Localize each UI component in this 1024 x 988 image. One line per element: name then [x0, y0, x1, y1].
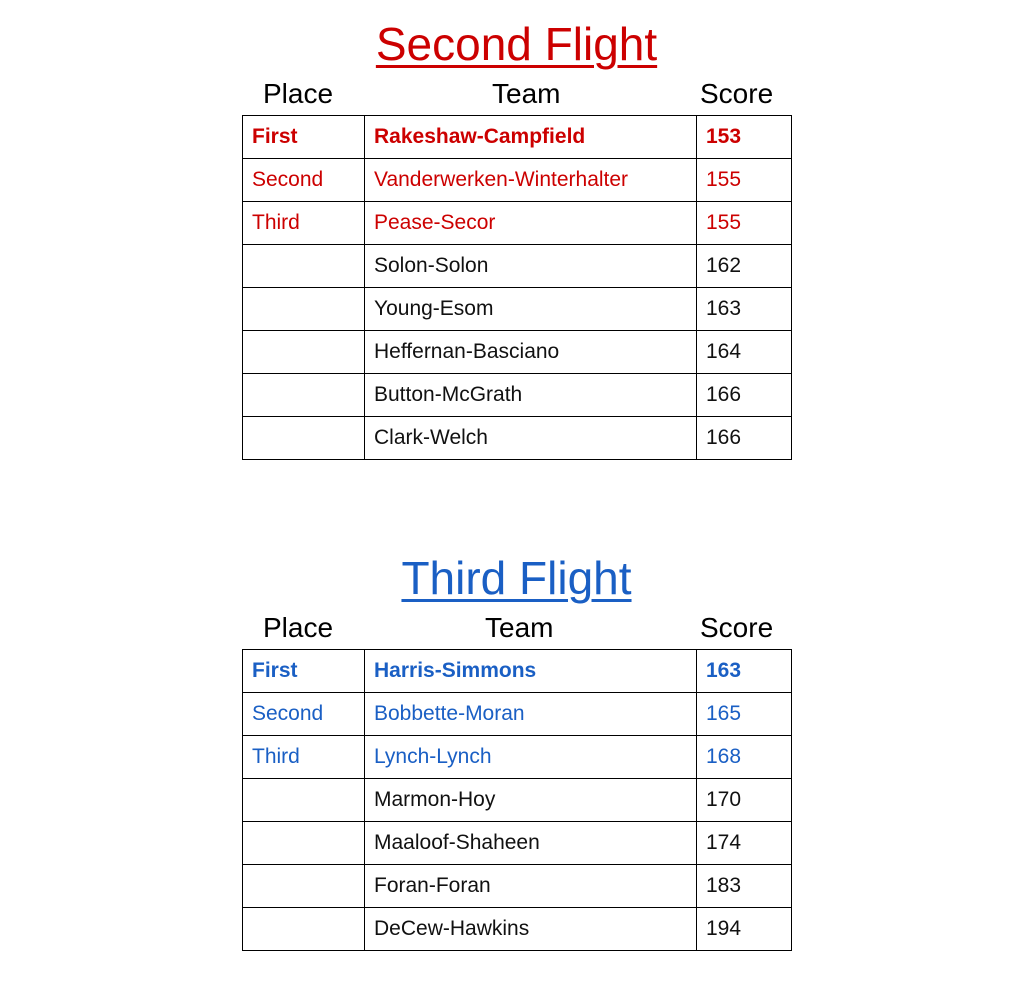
team-cell: DeCew-Hawkins: [365, 908, 697, 951]
place-cell: Second: [243, 159, 365, 202]
table-row: [243, 374, 792, 417]
second-flight-results-table: [242, 115, 792, 460]
score-cell: 163: [697, 650, 792, 693]
place-cell: [243, 908, 365, 951]
place-cell: [243, 331, 365, 374]
score-cell: 162: [697, 245, 792, 288]
score-cell: 183: [697, 865, 792, 908]
score-cell: 170: [697, 779, 792, 822]
table-row: [243, 331, 792, 374]
score-cell: 166: [697, 417, 792, 460]
table-row: [243, 116, 792, 159]
table-row: [243, 288, 792, 331]
place-cell: [243, 374, 365, 417]
team-cell: Rakeshaw-Campfield: [365, 116, 697, 159]
table-row: [243, 417, 792, 460]
score-column-header: Score: [700, 78, 774, 109]
team-cell: Lynch-Lynch: [365, 736, 697, 779]
place-cell: [243, 865, 365, 908]
team-cell: Pease-Secor: [365, 202, 697, 245]
score-cell: 174: [697, 822, 792, 865]
table-row: [243, 822, 792, 865]
table-row: [243, 202, 792, 245]
table-row: [243, 650, 792, 693]
team-column-header: Team: [492, 78, 561, 109]
place-cell: First: [243, 116, 365, 159]
second-flight-column-headers: [242, 77, 791, 111]
table-row: [243, 779, 792, 822]
score-cell: 194: [697, 908, 792, 951]
team-cell: Marmon-Hoy: [365, 779, 697, 822]
score-cell: 163: [697, 288, 792, 331]
score-cell: 165: [697, 693, 792, 736]
score-cell: 155: [697, 159, 792, 202]
score-column-header: Score: [700, 612, 774, 643]
place-column-header: Place: [263, 78, 334, 109]
place-cell: [243, 779, 365, 822]
place-cell: [243, 288, 365, 331]
score-cell: 153: [697, 116, 792, 159]
table-row: [243, 908, 792, 951]
place-cell: Second: [243, 693, 365, 736]
second-flight-title: Second Flight: [375, 18, 658, 70]
team-cell: Young-Esom: [365, 288, 697, 331]
team-cell: Vanderwerken-Winterhalter: [365, 159, 697, 202]
place-cell: First: [243, 650, 365, 693]
place-cell: [243, 245, 365, 288]
table-row: [243, 245, 792, 288]
team-cell: Solon-Solon: [365, 245, 697, 288]
team-cell: Button-McGrath: [365, 374, 697, 417]
third-flight-results-table: [242, 649, 792, 951]
score-cell: 168: [697, 736, 792, 779]
team-cell: Harris-Simmons: [365, 650, 697, 693]
score-cell: 164: [697, 331, 792, 374]
place-cell: Third: [243, 202, 365, 245]
place-cell: [243, 417, 365, 460]
place-column-header: Place: [263, 612, 334, 643]
team-cell: Clark-Welch: [365, 417, 697, 460]
team-cell: Bobbette-Moran: [365, 693, 697, 736]
team-column-header: Team: [485, 612, 554, 643]
table-row: [243, 865, 792, 908]
team-cell: Heffernan-Basciano: [365, 331, 697, 374]
third-flight-title: Third Flight: [401, 552, 632, 604]
table-row: [243, 159, 792, 202]
table-row: [243, 693, 792, 736]
team-cell: Foran-Foran: [365, 865, 697, 908]
table-row: [243, 736, 792, 779]
team-cell: Maaloof-Shaheen: [365, 822, 697, 865]
third-flight-column-headers: [242, 611, 791, 645]
score-cell: 155: [697, 202, 792, 245]
place-cell: Third: [243, 736, 365, 779]
score-cell: 166: [697, 374, 792, 417]
place-cell: [243, 822, 365, 865]
